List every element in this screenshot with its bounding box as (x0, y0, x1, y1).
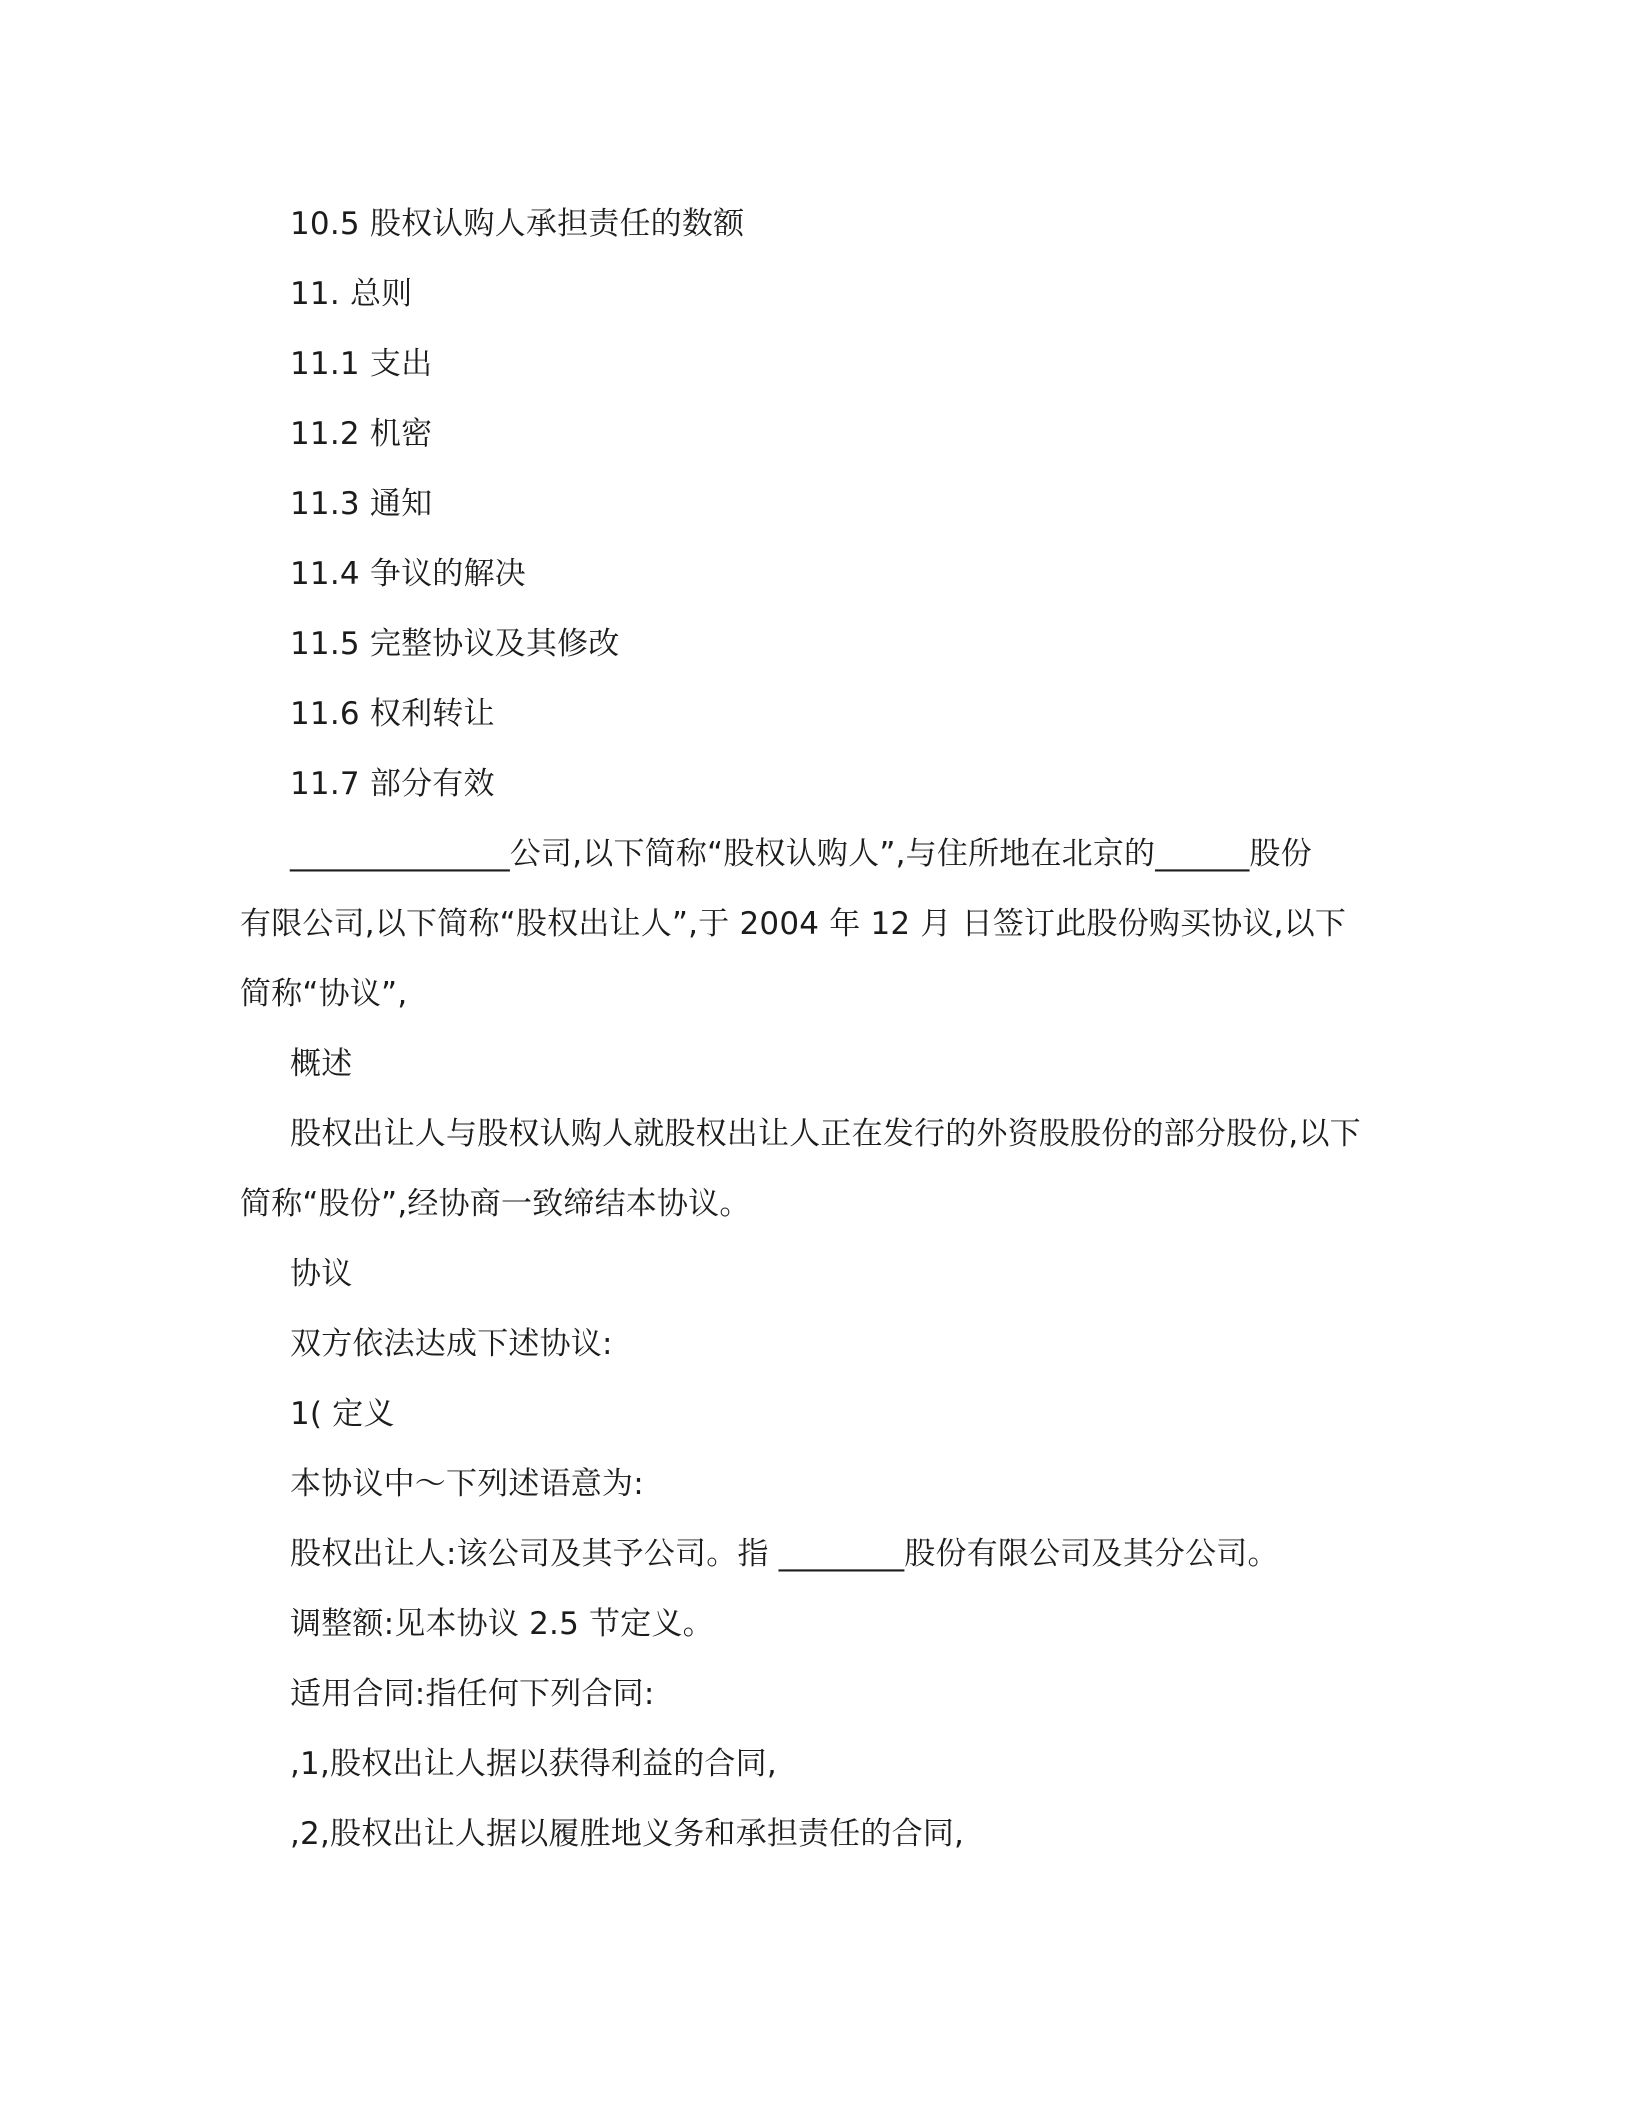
definitions-intro: 本协议中～下列述语意为: (290, 1466, 644, 1502)
agreement-intro: 双方依法达成下述协议: (290, 1326, 613, 1362)
definition-contract-item-1: ,1,股权出让人据以获得利益的合同, (290, 1746, 777, 1782)
definition-contract-item-2: ,2,股权出让人据以履胜地义务和承担责任的合同, (290, 1816, 965, 1852)
definition-applicable-contracts: 适用合同:指任何下列合同: (290, 1676, 655, 1712)
preamble-line-1: ______________公司,以下简称“股权认购人”,与住所地在北京的______股份 (290, 836, 1312, 872)
toc-item-11-7: 11.7 部分有效 (290, 766, 495, 802)
toc-item-11-1: 11.1 支出 (290, 346, 433, 382)
overview-line-2: 简称“股份”,经协商一致缔结本协议。 (240, 1186, 751, 1222)
definition-adjustment: 调整额:见本协议 2.5 节定义。 (290, 1606, 714, 1642)
preamble-line-2: 有限公司,以下简称“股权出让人”,于 2004 年 12 月 日签订此股份购买协议,以下 (240, 906, 1347, 942)
toc-item-11-6: 11.6 权利转让 (290, 696, 495, 732)
toc-item-11-2: 11.2 机密 (290, 416, 433, 452)
definition-seller: 股权出让人:该公司及其予公司。指 ________股份有限公司及其分公司。 (290, 1536, 1279, 1572)
overview-heading: 概述 (290, 1046, 353, 1082)
toc-item-11: 11. 总则 (290, 276, 413, 312)
toc-item-11-4: 11.4 争议的解决 (290, 556, 526, 592)
preamble-line-3: 简称“协议”, (240, 976, 408, 1012)
toc-item-10-5: 10.5 股权认购人承担责任的数额 (290, 206, 745, 242)
agreement-heading: 协议 (290, 1256, 353, 1292)
definitions-heading: 1( 定义 (290, 1396, 395, 1432)
overview-line-1: 股权出让人与股权认购人就股权出让人正在发行的外资股股份的部分股份,以下 (290, 1116, 1361, 1152)
toc-item-11-3: 11.3 通知 (290, 486, 433, 522)
toc-item-11-5: 11.5 完整协议及其修改 (290, 626, 620, 662)
